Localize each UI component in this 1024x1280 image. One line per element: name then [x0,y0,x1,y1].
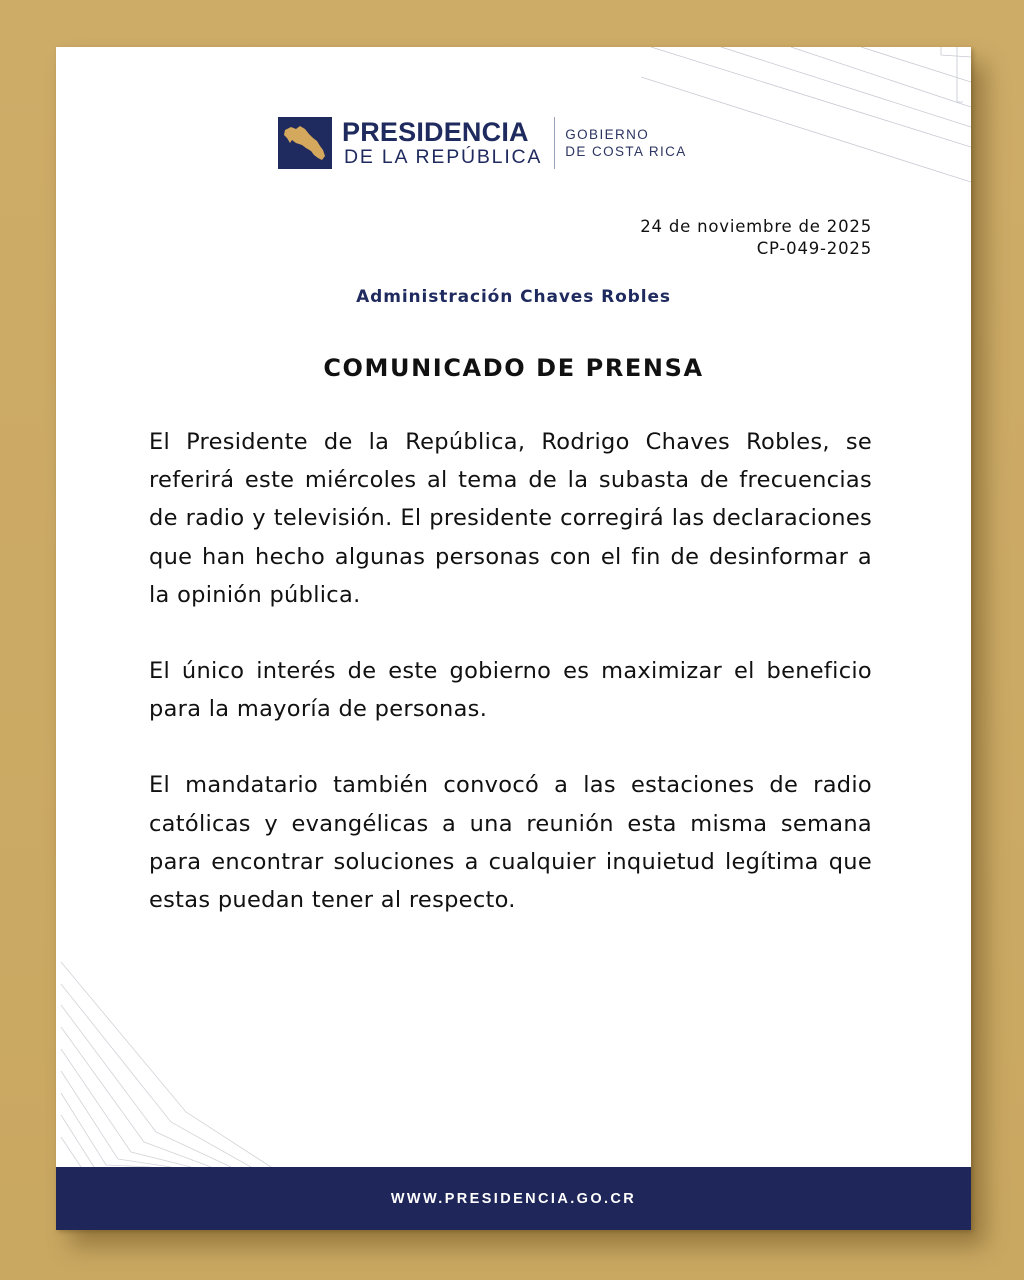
logo-divider [554,117,555,169]
logo-main-text: PRESIDENCIA [342,117,529,147]
footer-website-link[interactable]: WWW.PRESIDENCIA.GO.CR [390,1190,637,1207]
logo-gov-line1: GOBIERNO [565,127,650,142]
body-paragraph: El único interés de este gobierno es maximizar el beneficio para la mayoría de personas. [149,658,872,723]
decorative-lines-top-right [641,47,971,367]
release-body [149,423,872,919]
release-meta [640,216,872,260]
release-date: 24 de noviembre de 2025 [640,217,872,236]
page-title: COMUNICADO DE PRENSA [323,354,704,382]
press-release-page [56,47,971,1230]
presidencia-logo [278,116,687,170]
footer-band [56,1167,971,1230]
logo-gov-line2: DE COSTA RICA [565,144,687,159]
costa-rica-map-icon [278,117,332,169]
logo-wordmark [342,118,542,168]
body-paragraph: El mandatario también convocó a las estaciones de radio católicas y evangélicas a una reunión esta misma semana para encontrar soluciones a cualquier inquietud legítima que estas puedan tener al respecto. [149,772,872,914]
administration-heading: Administración Chaves Robles [356,287,671,307]
logo-government-text [565,126,686,160]
logo-sub-text: DE LA REPÚBLICA [344,146,543,168]
release-code: CP-049-2025 [756,239,872,258]
body-paragraph: El Presidente de la República, Rodrigo Chaves Robles, se referirá este miércoles al tema de la subasta de frecuencias de radio y televisión. El presidente corregirá las declaraciones que han hecho algunas personas con el fin de desinformar a la opinión pública. [149,429,872,608]
